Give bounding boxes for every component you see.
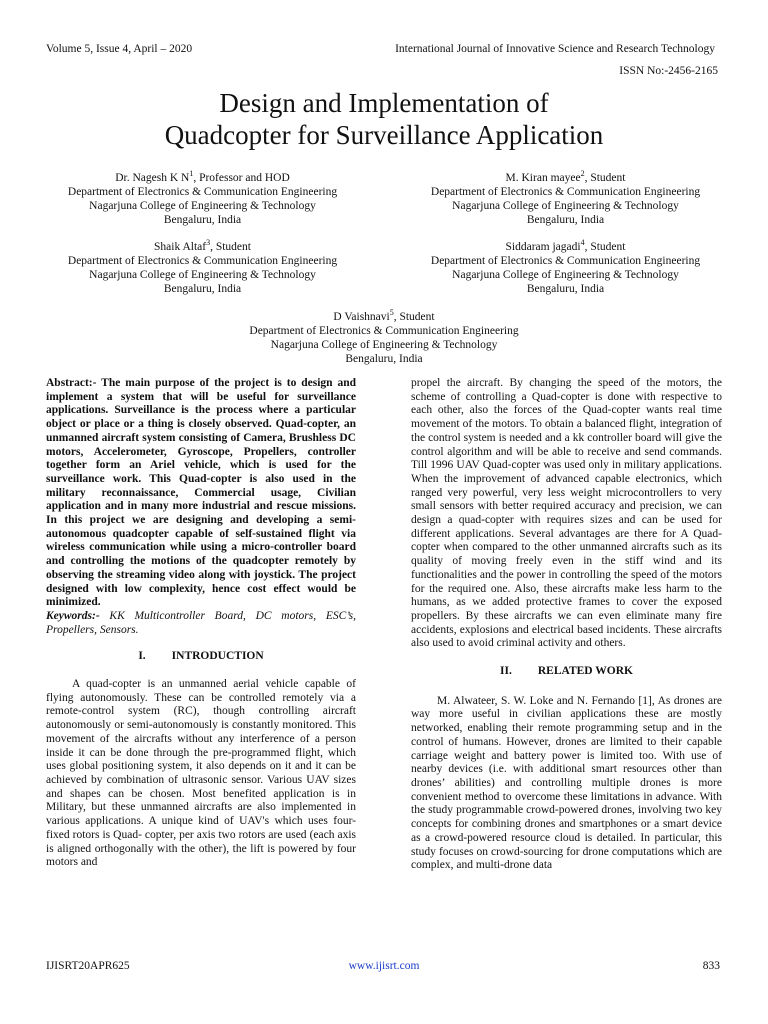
author-place: Bengaluru, India bbox=[163, 282, 242, 295]
author-dept: Department of Electronics & Communication Engineering bbox=[67, 254, 338, 267]
title-line-1: Design and Implementation of bbox=[219, 88, 549, 118]
journal-name: International Journal of Innovative Science and Research Technology bbox=[395, 43, 715, 55]
page-number: 833 bbox=[702, 960, 720, 972]
author-sup: 2 bbox=[580, 169, 585, 178]
author-block bbox=[30, 236, 375, 296]
author-role: , Professor and HOD bbox=[193, 171, 290, 184]
author-sup: 1 bbox=[189, 169, 194, 178]
author-college: Nagarjuna College of Engineering & Technology bbox=[89, 268, 316, 281]
author-block bbox=[30, 167, 375, 227]
author-name: D Vaishnavi bbox=[333, 310, 390, 323]
author-college: Nagarjuna College of Engineering & Technology bbox=[270, 338, 498, 351]
author-sup: 3 bbox=[206, 238, 211, 247]
title-line-2: Quadcopter for Surveillance Application bbox=[164, 120, 604, 150]
paper-title bbox=[0, 87, 768, 151]
author-name: Shaik Altaf bbox=[154, 240, 207, 253]
author-role: , Student bbox=[210, 240, 251, 253]
author-dept: Department of Electronics & Communication Engineering bbox=[430, 185, 701, 198]
author-block bbox=[393, 167, 738, 227]
author-role: , Student bbox=[584, 171, 626, 184]
author-dept: Department of Electronics & Communication Engineering bbox=[430, 254, 701, 267]
keywords-label: Keywords:- bbox=[46, 609, 100, 622]
abstract: Abstract:- The main purpose of the project is to design and implement a system that will be useful for surveillance applications. Surveillance is the process where a particular object or place or a thing is closely observed. Quad-copter, an unmanned aircraft system consisting of Camera, Brushless DC motors, Accelerometer, Gyroscope, Propellers, controller together form an Ariel vehicle, which is used for the surveillance work. This Quad-copter is also used in the military reconnaissance, Commercial usage, Civilian application and in many more industrial and rescue missions. In this project we are designing and developing a semi-autonomous quadcopter capable of self-sustained flight via wireless communication while using a micro-controller board and controlling the motions of the quadcopter remotely by observing the streaming video along with joystick. The project designed with low complexity, hence cost effect would be minimized. bbox=[46, 377, 356, 609]
section-number: I. bbox=[138, 650, 146, 663]
author-sup: 4 bbox=[580, 238, 585, 247]
author-dept: Department of Electronics & Communication Engineering bbox=[67, 185, 338, 198]
author-place: Bengaluru, India bbox=[163, 213, 242, 226]
author-place: Bengaluru, India bbox=[526, 282, 605, 295]
section-number: II. bbox=[500, 665, 512, 678]
author-name: Siddaram jagadi bbox=[505, 240, 581, 253]
author-role: , Student bbox=[584, 240, 626, 253]
section-heading-related-work bbox=[411, 665, 722, 679]
author-block bbox=[393, 236, 738, 296]
related-work-text: M. Alwateer, S. W. Loke and N. Fernando [1], As drones are way more useful in civilian applications these are mostly networked, enabling their remote programming setup and in the control of humans. However, drones are limited to their capable carriage weight and battery power is limited too. With use of nearby devices (i.e. with additional smart resources other than drones’ abilities) and controlling multiple drones is more convenient method to overcome these limitations in advance. With the study programmable crowd-powered drones, involving two key concepts for combining drones and smartphones or a smart device as a crowd-powered resource cloud is detailed. In particular, this study focuses on crowd-sourcing for drone computations which are complex, and multi-drone data bbox=[411, 694, 722, 872]
author-name: Dr. Nagesh K N bbox=[115, 171, 190, 184]
right-column bbox=[411, 377, 722, 873]
author-block bbox=[184, 306, 584, 366]
paper-id: IJISRT20APR625 bbox=[46, 960, 130, 972]
journal-website-link[interactable]: www.ijisrt.com bbox=[348, 960, 420, 972]
author-role: , Student bbox=[393, 310, 435, 323]
author-sup: 5 bbox=[389, 308, 394, 317]
author-dept: Department of Electronics & Communication Engineering bbox=[249, 324, 519, 337]
author-place: Bengaluru, India bbox=[526, 213, 605, 226]
introduction-continued: propel the aircraft. By changing the speed of the motors, the scheme of controlling a Quad-copter is done with respective to each other, also the forces of the Quad-copter wants real time movement of the motors. To obtain a balanced flight, integration of the control system is needed and a kk controller board will give the control algorithm and will be able to receive and send commands. Till 1996 UAV Quad-copter was used only in military applications. When the improvement of advanced capable electronics, which ranged very powerful, very less weight microcontrollers to very small sensors with better required accuracy and precision, we can design a quad-copter with requires sizes and can be used for different applications. Several advantages are there for A Quad-copter when compared to the other unmanned aircrafts such as its quality of moving freely even in the stiff wind and its functionalities and the power in controlling the speed of the motors for the required one. Also, these aircrafts make less harm to the humans, as we added protective frames to cover the exposed propellers. By these aircrafts we can even eliminate many fire accidents, explosions and electrical based incidents. These aircrafts also used to avoid criminal activity and others. bbox=[411, 377, 722, 650]
section-title: RELATED WORK bbox=[537, 665, 633, 678]
volume-info: Volume 5, Issue 4, April – 2020 bbox=[46, 43, 193, 55]
keywords-text: KK Multicontroller Board, DC motors, ESC’s, Propellers, Sensors. bbox=[46, 609, 356, 636]
author-college: Nagarjuna College of Engineering & Technology bbox=[452, 199, 679, 212]
author-college: Nagarjuna College of Engineering & Technology bbox=[89, 199, 316, 212]
author-college: Nagarjuna College of Engineering & Technology bbox=[452, 268, 679, 281]
author-place: Bengaluru, India bbox=[345, 352, 423, 365]
section-title: INTRODUCTION bbox=[171, 650, 264, 663]
section-heading-introduction bbox=[46, 650, 356, 664]
left-column bbox=[46, 377, 356, 870]
author-name: M. Kiran mayee bbox=[505, 171, 581, 184]
keywords bbox=[46, 610, 356, 637]
issn: ISSN No:-2456-2165 bbox=[619, 65, 718, 77]
introduction-text: A quad-copter is an unmanned aerial vehicle capable of flying autonomously. These can be controlled remotely via a remote-control system (RC), though controlling aircraft autonomously or semi-autonomously is constantly monitored. This movement of the aircrafts without any interference of a person inside it can be done through the pre-programmed flight, which uses global positioning system, it also depends on it and it can be achieved by combination of ultrasonic sensor. Various UAV sizes and shapes can be chosen. Most benefited application is in Military, but these unmanned aircrafts are also implemented in various applications. A unique kind of UAV's which uses four-fixed rotors is Quad- copter, per axis two rotors are used (each axis is aligned orthogonally with the other), the lift is powered by four motors and bbox=[46, 678, 356, 869]
